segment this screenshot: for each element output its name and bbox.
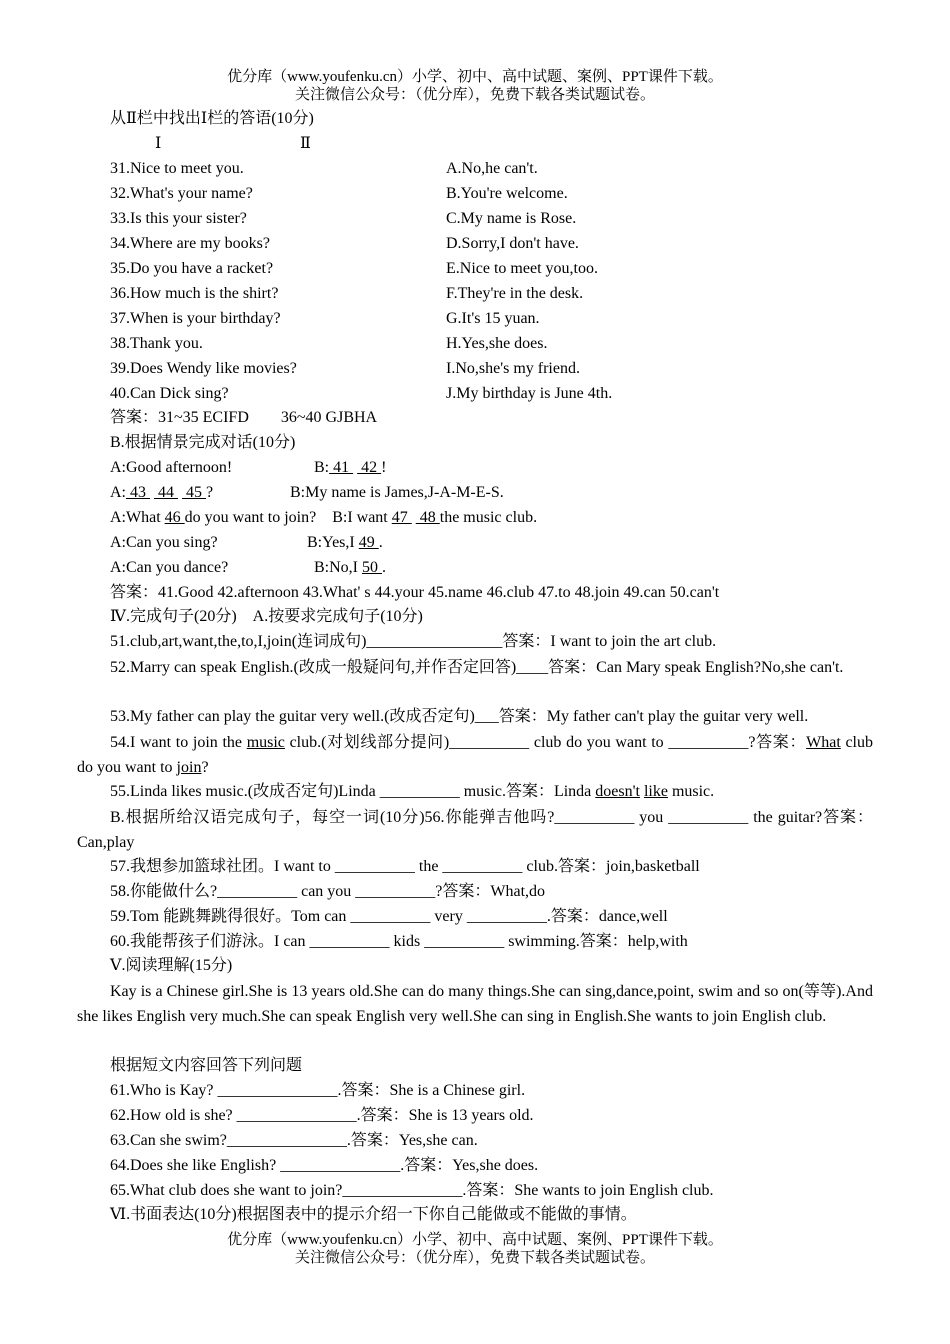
blank-48: 48 [415,509,440,526]
blank-43: 43 [126,484,150,501]
footer-line-1: 优分库（www.youfenku.cn）小学、初中、高中试题、案例、PPT课件下载。 [227,1232,723,1248]
question-59: 59.Tom 能跳舞跳得很好。Tom can __________ very __________.答案：dance,well [110,908,668,925]
question-52 [77,655,873,680]
header-line-2: 关注微信公众号：（优分库），免费下载各类试题试卷。 [294,87,655,103]
matching-instruction: 从Ⅱ栏中找出Ⅰ栏的答语(10分) [110,110,314,127]
q54-a: 54.I want to join the [110,734,247,751]
blank-41: 41 [329,459,354,476]
dialog-title: B.根据情景完成对话(10分) [110,434,296,451]
reading-instruction: 根据短文内容回答下列问题 [110,1057,303,1074]
question-31: 31.Nice to meet you. [110,160,244,177]
dialog-b1 [314,458,386,478]
blank-45: 45 [182,484,206,501]
question-37: 37.When is your birthday? [110,310,281,327]
dialog-b4 [307,533,383,553]
dialog-line-4 [110,533,383,553]
blank-50: 50 [362,559,382,576]
q55-b: music. [667,783,715,800]
question-51: 51.club,art,want,the,to,I,join(连词成句)_________________答案：I want to join the art club. [110,633,717,650]
blank-44: 44 [154,484,178,501]
dialog-line-2 [110,483,504,503]
dialog-a3: A:What [110,509,165,526]
period: . [378,534,383,551]
dialog-a1: A:Good afternoon! [110,459,233,476]
dialog-a4: A:Can you sing? [110,534,218,551]
question-40: 40.Can Dick sing? [110,385,229,402]
question-56 [77,805,873,855]
question-62: 62.How old is she? _______________.答案：She is 13 years old. [110,1107,534,1124]
option-j: J.My birthday is June 4th. [446,385,613,402]
dialog-a5: A:Can you dance? [110,559,229,576]
option-b: B.You're welcome. [446,185,568,202]
question-39: 39.Does Wendy like movies? [110,360,297,377]
underlined-like: like [643,783,668,800]
question-61: 61.Who is Kay? _______________.答案：She is a Chinese girl. [110,1082,526,1099]
period: . [382,559,386,576]
question-32: 32.What's your name? [110,185,253,202]
option-g: G.It's 15 yuan. [446,310,540,327]
matching-answer: 答案：31~35 ECIFD 36~40 GJBHA [110,409,378,426]
dialog-a3-rest: do you want to join? B:I want [184,509,392,526]
dialog-b4-text: B:Yes,I [307,534,359,551]
question-65: 65.What club does she want to join?_______________.答案：She wants to join English club. [110,1182,714,1199]
reading-passage [77,979,873,1029]
question-33: 33.Is this your sister? [110,210,247,227]
section-5-title: Ⅴ.阅读理解(15分) [110,957,233,974]
question-34: 34.Where are my books? [110,235,270,252]
dialog-answer: 答案：41.Good 42.afternoon 43.What' s 44.your 45.name 46.club 47.to 48.join 49.can 50.can't [110,584,720,601]
option-f: F.They're in the desk. [446,285,584,302]
q54-c: club do you want to [77,734,874,776]
dialog-b2: B:My name is James,J-A-M-E-S. [290,484,504,501]
column-1-heading: Ⅰ [155,135,162,152]
question-53: 53.My father can play the guitar very well.(改成否定句)___答案：My father can't play the guitar very well. [110,708,809,725]
blank-42: 42 [357,459,382,476]
section-4-title: Ⅳ.完成句子(20分) A.按要求完成句子(10分) [110,608,423,625]
underlined-doesnt: doesn't [595,783,640,800]
question-60: 60.我能帮孩子们游泳。I can __________ kids __________ swimming.答案：help,with [110,933,688,950]
underlined-join: join [176,759,202,776]
blank-46: 46 [164,509,185,526]
column-2-heading: Ⅱ [300,135,311,152]
q55-a: 55.Linda likes music.(改成否定句)Linda __________ music.答案：Linda [110,783,596,800]
dialog-line-3 [110,508,537,528]
option-d: D.Sorry,I don't have. [446,235,579,252]
speaker-a-label: A: [110,484,126,501]
dialog-line-5 [110,558,386,578]
question-36: 36.How much is the shirt? [110,285,279,302]
section-6-title: Ⅵ.书面表达(10分)根据图表中的提示介绍一下你自己能做或不能做的事情。 [110,1206,637,1223]
option-a: A.No,he can't. [446,160,538,177]
question-54 [77,730,873,780]
dialog-line-1 [110,458,387,478]
question-52-text: 52.Marry can speak English.(改成一般疑问句,并作否定回答)____答案：Can Mary speak English?No,she can't. [110,659,844,676]
question-mark: ? [206,484,214,501]
option-c: C.My name is Rose. [446,210,577,227]
dialog-b5-text: B:No,I [314,559,362,576]
question-35: 35.Do you have a racket? [110,260,274,277]
question-55 [110,782,714,802]
option-i: I.No,she's my friend. [446,360,580,377]
question-57: 57.我想参加篮球社团。I want to __________ the __________ club.答案：join,basketball [110,858,700,875]
underlined-music: music [246,734,285,751]
option-e: E.Nice to meet you,too. [446,260,598,277]
question-63: 63.Can she swim?_______________.答案：Yes,she can. [110,1132,478,1149]
reading-passage-text: Kay is a Chinese girl.She is 13 years old.She can do many things.She can sing,dance,point, swim and so on(等等).And she likes English very much.She can speak English very well.She can sing in English.She wants to join English club. [77,983,873,1025]
blank-47: 47 [391,509,412,526]
question-64: 64.Does she like English? _______________.答案：Yes,she does. [110,1157,539,1174]
underlined-what: What [806,734,841,751]
dialog-b3-rest: the music club. [439,509,538,526]
blank-49: 49 [358,534,379,551]
question-58: 58.你能做什么?__________ can you __________?答案：What,do [110,883,546,900]
option-h: H.Yes,she does. [446,335,548,352]
q54-d: ? [201,759,209,776]
exclamation: ! [381,459,387,476]
dialog-b5 [314,558,386,578]
speaker-b-label: B: [314,459,330,476]
question-56-text: B.根据所给汉语完成句子，每空一词(10分)56.你能弹吉他吗?__________ you __________ the guitar?答案：Can,play [77,809,873,851]
footer-line-2: 关注微信公众号：（优分库），免费下载各类试题试卷。 [294,1250,655,1266]
q54-b: club.(对划线部分提问)__________ club do you want to __________?答案： [284,734,807,751]
header-line-1: 优分库（www.youfenku.cn）小学、初中、高中试题、案例、PPT课件下载。 [227,69,723,85]
question-38: 38.Thank you. [110,335,203,352]
